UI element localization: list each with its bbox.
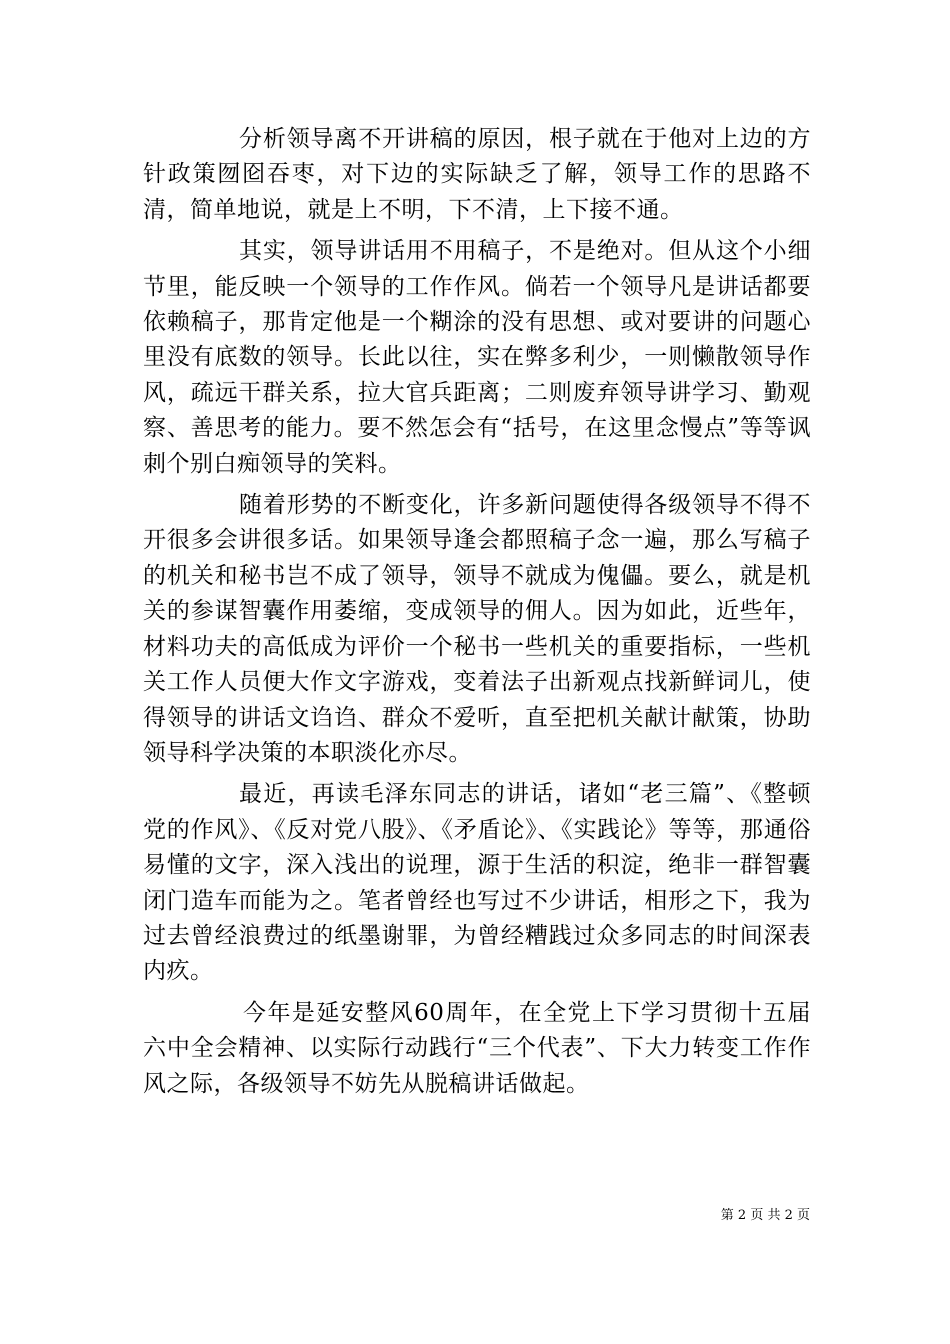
paragraph-2: 其实，领导讲话用不用稿子，不是绝对。但从这个小细节里，能反映一个领导的工作作风。倘若一个领导凡是讲话都要依赖稿子，那肯定他是一个糊涂的没有思想、或对要讲的问题心里没有底数的领导。长此以往，实在弊多利少，一则懒散领导作风，疏远干群关系，拉大官兵距离；二则废弃领导讲学习、勤观察、善思考的能力。要不然怎会有“括号，在这里念慢点”等等讽刺个别白痴领导的笑料。 [143,238,811,477]
paragraph-1: 分析领导离不开讲稿的原因，根子就在于他对上边的方针政策囫囵吞枣，对下边的实际缺乏了解，领导工作的思路不清，简单地说，就是上不明，下不清，上下接不通。 [143,126,811,223]
page-number-footer: 第 2 页 共 2 页 [720,1208,810,1223]
paragraph-5: 今年是延安整风60周年，在全党上下学习贯彻十五届六中全会精神、以实际行动践行“三个代表”、下大力转变工作作风之际，各级领导不妨先从脱稿讲话做起。 [143,999,811,1097]
paragraph-3: 随着形势的不断变化，许多新问题使得各级领导不得不开很多会讲很多话。如果领导逢会都照稿子念一遍，那么写稿子的机关和秘书岂不成了领导，领导不就成为傀儡。要么，就是机关的参谋智囊作用萎缩，变成领导的佣人。因为如此，近些年，材料功夫的高低成为评价一个秘书一些机关的重要指标，一些机关工作人员便大作文字游戏，变着法子出新观点找新鲜词儿，使得领导的讲话文诌诌、群众不爱听，直至把机关献计献策，协助领导科学决策的本职淡化亦尽。 [143,492,811,766]
paragraph-4: 最近，再读毛泽东同志的讲话，诸如“老三篇”、《整顿党的作风》、《反对党八股》、《矛盾论》、《实践论》等等，那通俗易懂的文字，深入浅出的说理，源于生活的积淀，绝非一群智囊闭门造车而能为之。笔者曾经也写过不少讲话，相形之下，我为过去曾经浪费过的纸墨谢罪，为曾经糟践过众多同志的时间深表内疚。 [143,781,811,985]
document-body [143,122,811,1108]
